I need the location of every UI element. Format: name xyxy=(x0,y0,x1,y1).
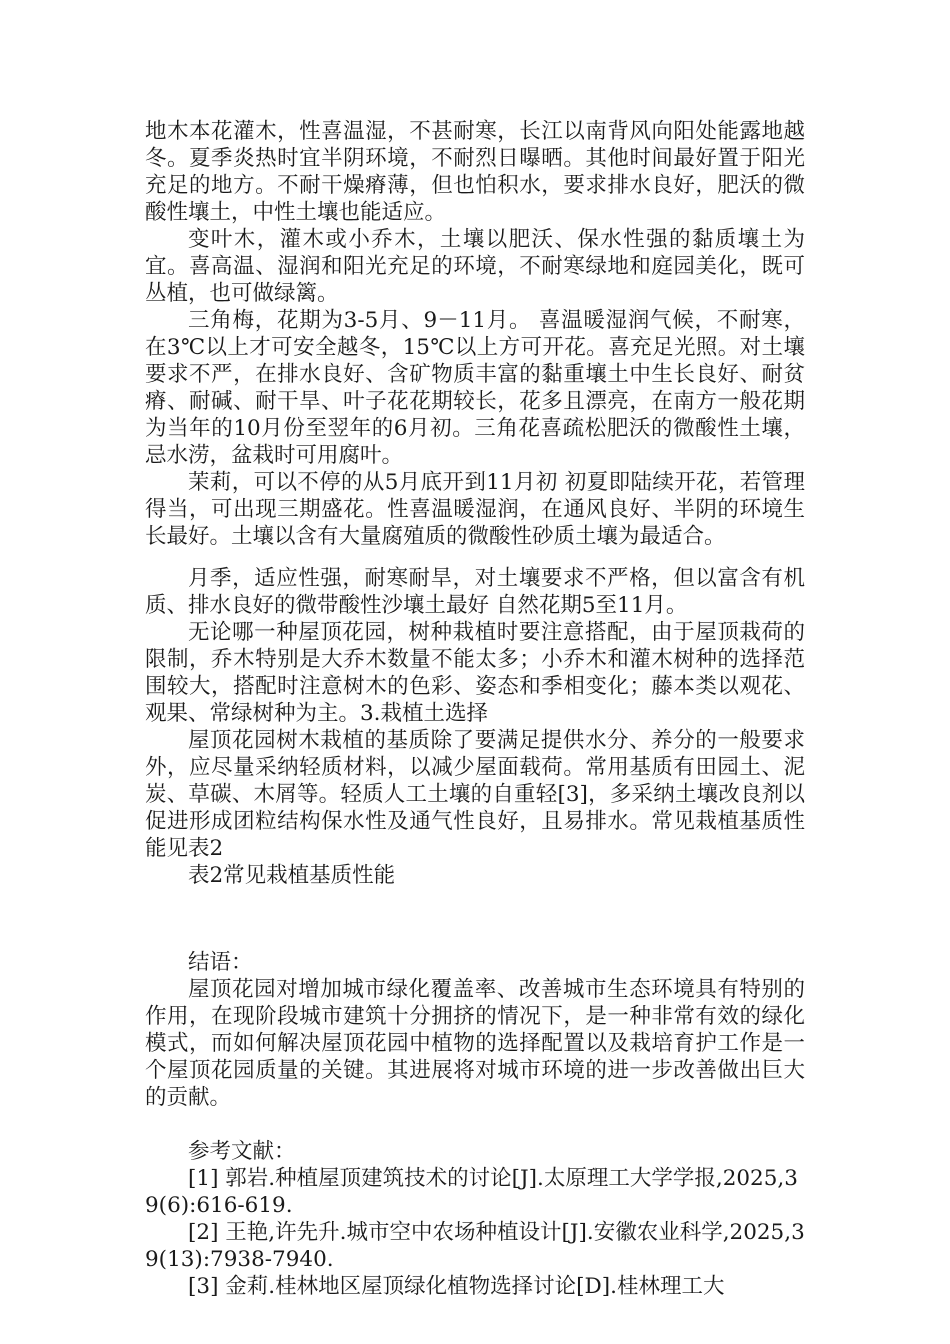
reference-item: [1] 郭岩.种植屋顶建筑技术的讨论[J].太原理工大学学报,2025,39(6):616-619. xyxy=(145,1166,798,1218)
spacer xyxy=(145,889,805,949)
paragraph-rose: 月季，适应性强，耐寒耐旱，对土壤要求不严格，但以富含有机质、排水良好的微带酸性沙壤土最好 自然花期5至11月。 xyxy=(145,566,805,618)
reference-item: [3] 金莉.桂林地区屋顶绿化植物选择讨论[D].桂林理工大 xyxy=(188,1274,725,1299)
paragraph-jasmine: 茉莉，可以不停的从5月底开到11月初 初夏即陆续开花，若管理得当，可出现三期盛花。性喜温暖湿润，在通风良好、半阴的环境生长最好。土壤以含有大量腐殖质的微酸性砂质土壤为最适合。 xyxy=(145,470,805,549)
table-caption: 表2常见栽植基质性能 xyxy=(188,863,396,888)
reference-item: [2] 王艳,许先升.城市空中农场种植设计[J].安徽农业科学,2025,39(13):7938-7940. xyxy=(145,1220,805,1272)
conclusion-heading: 结语： xyxy=(188,950,253,975)
document-body xyxy=(145,118,805,1300)
references-heading: 参考文献： xyxy=(188,1139,296,1164)
paragraph-shrub-intro: 地木本花灌木，性喜温湿，不甚耐寒，长江以南背风向阳处能露地越冬。夏季炎热时宜半阴环境，不耐烈日曝晒。其他时间最好置于阳光充足的地方。不耐干燥瘠薄，但也怕积水，要求排水良好，肥沃的微酸性壤土，中性土壤也能适应。 xyxy=(145,119,805,225)
paragraph-bougainvillea: 三角梅，花期为3-5月、9－11月。 喜温暖湿润气候，不耐寒，在3℃以上才可安全越冬，15℃以上方可开花。喜充足光照。对土壤要求不严，在排水良好、含矿物质丰富的黏重壤土中生长良好、耐贫瘠、耐碱、耐干旱、叶子花花期较长，花多且漂亮，在南方一般花期为当年的10月份至翌年的6月初。三角花喜疏松肥沃的微酸性土壤，忌水涝，盆栽时可用腐叶。 xyxy=(145,308,805,468)
paragraph-croton: 变叶木，灌木或小乔木，土壤以肥沃、保水性强的黏质壤土为宜。喜高温、湿润和阳光充足的环境，不耐寒绿地和庭园美化，既可丛植，也可做绿篱。 xyxy=(145,227,805,306)
spacer xyxy=(145,550,805,565)
paragraph-species-selection: 无论哪一种屋顶花园，树种栽植时要注意搭配，由于屋顶栽荷的限制，乔木特别是大乔木数量不能太多；小乔木和灌木树种的选择范围较大，搭配时注意树木的色彩、姿态和季相变化；藤本类以观花、观果、常绿树种为主。3.栽植土选择 xyxy=(145,620,805,726)
spacer xyxy=(145,1111,805,1138)
paragraph-substrate: 屋顶花园树木栽植的基质除了要满足提供水分、养分的一般要求外，应尽量采纳轻质材料，以减少屋面载荷。常用基质有田园土、泥炭、草碳、木屑等。轻质人工土壤的自重轻[3]，多采纳土壤改良剂以促进形成团粒结构保水性及通气性良好，且易排水。常见栽植基质性能见表2 xyxy=(145,728,805,861)
paragraph-conclusion: 屋顶花园对增加城市绿化覆盖率、改善城市生态环境具有特别的作用，在现阶段城市建筑十分拥挤的情况下，是一种非常有效的绿化模式，而如何解决屋顶花园中植物的选择配置以及栽培育护工作是一个屋顶花园质量的关键。其进展将对城市环境的进一步改善做出巨大的贡献。 xyxy=(145,977,805,1110)
